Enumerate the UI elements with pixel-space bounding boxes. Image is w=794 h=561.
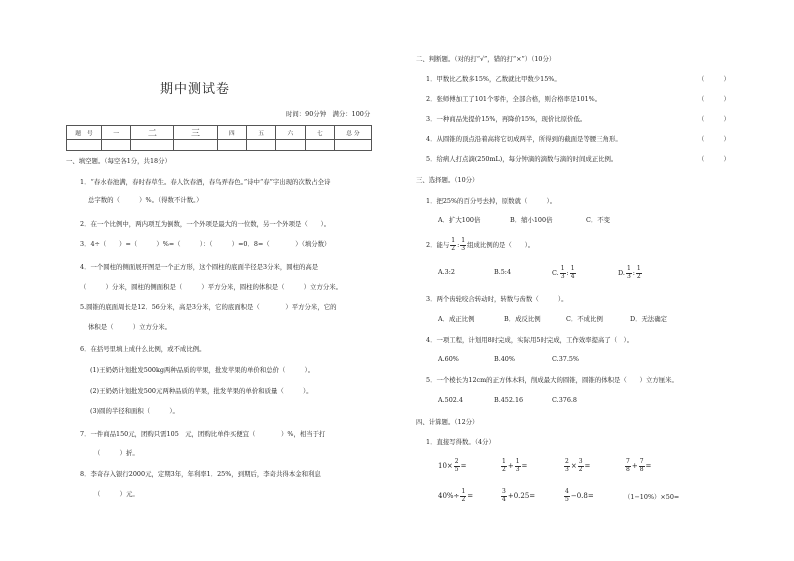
question-8-line-2: （ ）元。 (94, 490, 139, 498)
score-table (66, 125, 372, 151)
question-7-line-1: 7．一件商品150元，团购只需105 元，团购比单件买便宜（ ）%，相当于打 (80, 430, 326, 438)
calc-expression: 10× $\frac{2}{5}$ = (438, 458, 467, 473)
question-1-line-2: 总字数的（ ）%。（得数不计数。） (88, 196, 203, 204)
choice-5: 5．一个棱长为12cm的正方体木料，削成最大的圆锥，圆锥的体积是（ ）立方厘米。 (426, 376, 678, 384)
judge-item-5: 5．给病人打点滴(250mL)，每分钟滴的滴数与滴的时间成正比例。 (426, 155, 618, 163)
choice-2-option-c[interactable]: C. $\frac{1}{3}$ : $\frac{1}{4}$ (552, 265, 575, 280)
judge-item-3: 3．一种商品先提价15%，再降价15%，现价比原价低。 (426, 115, 587, 123)
choice-4-option-c[interactable]: C.37.5% (552, 355, 579, 363)
score-cell[interactable] (67, 140, 102, 151)
fraction: $\frac{1}{3}$ (461, 237, 466, 252)
question-4-line-1: 4．一个圆柱的侧面展开图是一个正方形，这个圆柱的底面半径是3分米，圆柱的高是 (80, 263, 319, 271)
choice-2: 2．能与 $\frac{1}{2}$ : $\frac{1}{3}$ 组成比例的是（ ）。 (426, 237, 535, 252)
choice-2-prefix: 2．能与 (426, 241, 450, 249)
calc-expression: $\frac{2}{3}$ × $\frac{3}{2}$ = (565, 458, 591, 473)
choice-3: 3．两个齿轮咬合转动时，转数与齿数（ ）。 (426, 295, 568, 303)
calc-subtitle: 1．直接写得数。（4分） (426, 438, 495, 446)
section-4-title: 四、计算题。（12分） (416, 418, 479, 426)
table-row (67, 126, 372, 140)
table-header-cell: 一 (102, 126, 131, 140)
calc-expression: $\frac{3}{4}$ +0.25= (502, 488, 536, 503)
judge-answer-bracket[interactable]: （ ） (698, 155, 730, 163)
choice-1-option-b[interactable]: B．缩小100倍 (510, 216, 553, 224)
table-row (67, 140, 372, 151)
judge-answer-bracket[interactable]: （ ） (698, 115, 730, 123)
choice-3-option-a[interactable]: A．成正比例 (438, 315, 475, 323)
question-6-sub-3: (3)圆的半径和面积（ ）。 (90, 407, 179, 415)
score-cell[interactable] (217, 140, 246, 151)
score-cell[interactable] (335, 140, 372, 151)
choice-2-option-b[interactable]: B.5:4 (494, 268, 512, 276)
choice-1-option-c[interactable]: C．不变 (586, 216, 611, 224)
question-6-sub-1: (1)王奶奶计划批发500kg两种品质的苹果，批发苹果的单价和总价（ ）。 (90, 366, 315, 374)
table-header-cell: 二 (131, 126, 174, 140)
choice-5-option-c[interactable]: C.376.8 (552, 396, 577, 404)
question-2: 2．在一个比例中，两内项互为倒数，一个外项是最大的一位数，另一个外项是（ ）。 (80, 220, 331, 228)
choice-3-option-d[interactable]: D．无法确定 (630, 315, 668, 323)
score-cell[interactable] (102, 140, 131, 151)
score-cell[interactable] (131, 140, 174, 151)
table-header-cell: 七 (305, 126, 334, 140)
table-header-cell: 三 (174, 126, 217, 140)
section-3-title: 三、选择题。（10分） (416, 176, 479, 184)
exam-info: 时间：90分钟 满分：100分 (286, 110, 371, 118)
question-8-line-1: 8．李奇存入银行2000元，定期3年，年利率1．25%，到期后，李奇共得本金和利息 (80, 470, 321, 478)
judge-item-1: 1．甲数比乙数多15%，乙数就比甲数少15%。 (426, 75, 561, 83)
choice-2-option-a[interactable]: A.3:2 (438, 268, 455, 276)
table-header-cell: 总 分 (335, 126, 372, 140)
question-7-line-2: （ ）折。 (94, 449, 139, 457)
choice-3-option-b[interactable]: B．成反比例 (504, 315, 541, 323)
choice-1: 1．把25%的百分号去掉，原数就（ ）。 (426, 197, 557, 205)
fraction: $\frac{1}{2}$ (451, 237, 456, 252)
choice-4-option-b[interactable]: B.40% (494, 355, 515, 363)
question-3: 3．4÷（ ）=（ ）%=（ ）：（ ）=0．8=（ ）（填分数） (80, 240, 331, 248)
choice-5-option-b[interactable]: B.452.16 (494, 396, 524, 404)
calc-expression: $\frac{1}{2}$ + $\frac{1}{3}$ = (502, 458, 528, 473)
section-2-title: 二、判断题。（对的打“√”，错的打“×”）（10分） (416, 55, 556, 63)
question-6-sub-2: (2)王奶奶计划批发500元两种品质的苹果，批发苹果的单价和质量（ ）。 (90, 387, 313, 395)
page-title: 期中测试卷 (160, 82, 231, 97)
choice-4: 4．一项工程，计划用8时完成，实际用5时完成，工作效率提高了（ ）。 (426, 336, 634, 344)
calc-expression: 40%÷ $\frac{1}{2}$ = (438, 488, 474, 503)
choice-4-option-a[interactable]: A.60% (438, 355, 459, 363)
score-cell[interactable] (276, 140, 305, 151)
judge-answer-bracket[interactable]: （ ） (698, 95, 730, 103)
table-header-cell: 六 (276, 126, 305, 140)
choice-1-option-a[interactable]: A．扩大100倍 (438, 216, 481, 224)
question-1-line-1: 1．“春水春池满，春时春草生。春人饮春酒，春鸟弄春色。”诗中“春”字出现的次数占全诗 (80, 178, 331, 186)
calc-expression: $\frac{4}{5}$ −0.8= (565, 488, 594, 503)
question-6: 6．在括号里填上成什么比例，或不成比例。 (80, 345, 206, 353)
table-header-cell: 四 (217, 126, 246, 140)
choice-2-suffix: 组成比例的是（ ）。 (467, 241, 535, 249)
choice-3-option-c[interactable]: C．不成比例 (566, 315, 603, 323)
choice-5-option-a[interactable]: A.502.4 (438, 396, 463, 404)
score-cell[interactable] (174, 140, 217, 151)
score-cell[interactable] (246, 140, 275, 151)
question-5-line-2: 体积是（ ）立方分米。 (88, 323, 172, 331)
judge-item-4: 4．从圆锥的顶点沿着高将它切成两半，所得到的截面是等腰三角形。 (426, 135, 622, 143)
calc-expression: （1−10%）×50= (624, 493, 680, 501)
calc-expression: $\frac{7}{8}$ + $\frac{7}{8}$ = (626, 458, 652, 473)
judge-item-2: 2．张师傅加工了101个零件，全部合格，则合格率是101%。 (426, 95, 602, 103)
question-5-line-1: 5.圆锥的底面周长是12．56分米，高是3分米，它的底面积是（ ）平方分米，它的 (80, 303, 337, 311)
score-cell[interactable] (305, 140, 334, 151)
section-1-title: 一、填空题。（每空各1分，共18分） (66, 157, 171, 165)
judge-answer-bracket[interactable]: （ ） (698, 135, 730, 143)
table-header-cell: 五 (246, 126, 275, 140)
table-header-cell: 题 号 (67, 126, 102, 140)
choice-2-option-d[interactable]: D. $\frac{1}{3}$ : $\frac{1}{2}$ (618, 265, 641, 280)
question-4-line-2: （ ）分米，圆柱的侧面积是（ ）平方分米，圆柱的体积是（ ）立方分米。 (80, 283, 343, 291)
judge-answer-bracket[interactable]: （ ） (698, 75, 730, 83)
